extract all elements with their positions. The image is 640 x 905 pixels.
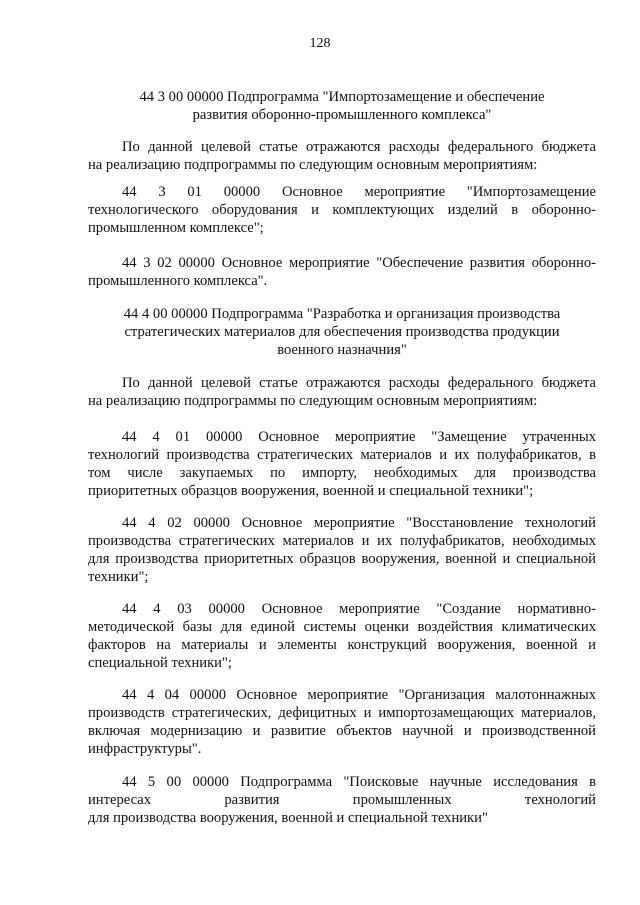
heading-line: развития оборонно-промышленного комплекса": [192, 107, 492, 123]
heading-line: 44 3 00 00000 Подпрограмма "Импортозамещение и обеспечение: [139, 89, 545, 105]
item-44-4-02: [88, 514, 596, 586]
paragraph-line: промышленном комплексе";: [88, 220, 264, 236]
paragraph-line: технологического оборудования и комплектующих изделий в оборонно-: [88, 202, 596, 218]
paragraph-line: 44 4 04 00000 Основное мероприятие "Организация малотоннажных: [122, 687, 596, 703]
page-number: 128: [309, 36, 331, 51]
paragraph-line: производства стратегических материалов и их полуфабрикатов, необходимых: [88, 533, 596, 549]
item-44-4-03: [88, 600, 596, 672]
heading-line: для производства вооружения, военной и специальной техники": [88, 810, 488, 826]
subprogram-heading-44-5: [88, 773, 596, 827]
paragraph-line: 44 3 02 00000 Основное мероприятие "Обеспечение развития оборонно-: [122, 255, 596, 271]
paragraph-line: том числе закупаемых по импорту, необходимых для производства: [88, 465, 596, 481]
item-44-4-01: [88, 428, 596, 500]
paragraph-line: 44 3 01 00000 Основное мероприятие "Импортозамещение: [122, 184, 596, 200]
heading-line: 44 4 00 00000 Подпрограмма "Разработка и организация производства: [123, 306, 561, 322]
paragraph-line: инфраструктуры".: [88, 741, 202, 757]
paragraph-line: на реализацию подпрограммы по следующим основным мероприятиям:: [88, 393, 538, 409]
paragraph-line: По данной целевой статье отражаются расходы федерального бюджета: [122, 139, 596, 155]
paragraph-line: специальной техники";: [88, 655, 232, 671]
item-44-3-02: [88, 254, 596, 290]
paragraph-line: 44 4 02 00000 Основное мероприятие "Восстановление технологий: [122, 515, 596, 531]
paragraph-line: для производства приоритетных образцов вооружения, военной и специальной: [88, 551, 596, 567]
paragraph-line: технологий производства стратегических материалов и их полуфабрикатов, в: [88, 447, 596, 463]
heading-line: 44 5 00 00000 Подпрограмма "Поисковые научные исследования в: [122, 774, 596, 790]
paragraph-line: включая модернизацию и развитие объектов научной и производственной: [88, 723, 596, 739]
heading-line: стратегических материалов для обеспечения производства продукции: [124, 324, 560, 340]
paragraph-line: факторов на материалы и элементы конструкций вооружения, военной и: [88, 637, 596, 653]
paragraph-line: промышленного комплекса".: [88, 273, 268, 289]
paragraph-line: техники";: [88, 569, 149, 585]
paragraph-line: приоритетных образцов вооружения, военной и специальной техники";: [88, 483, 534, 499]
heading-line: интересах развития промышленных технологий: [88, 792, 596, 808]
paragraph-line: производств стратегических, дефицитных и импортозамещающих материалов,: [88, 705, 596, 721]
subprogram-heading-44-3: [88, 88, 596, 124]
paragraph-line: По данной целевой статье отражаются расходы федерального бюджета: [122, 375, 596, 391]
paragraph-line: 44 4 01 00000 Основное мероприятие "Замещение утраченных: [122, 429, 596, 445]
item-44-4-04: [88, 686, 596, 758]
item-44-3-01: [88, 183, 596, 237]
paragraph-line: 44 4 03 00000 Основное мероприятие "Создание нормативно-: [122, 601, 596, 617]
intro-paragraph-44-3: [88, 138, 596, 174]
heading-line: военного назначния": [277, 342, 407, 358]
paragraph-line: на реализацию подпрограммы по следующим основным мероприятиям:: [88, 157, 538, 173]
subprogram-heading-44-4: [88, 305, 596, 359]
intro-paragraph-44-4: [88, 374, 596, 410]
paragraph-line: методической базы для единой системы оценки воздействия климатических: [88, 619, 596, 635]
